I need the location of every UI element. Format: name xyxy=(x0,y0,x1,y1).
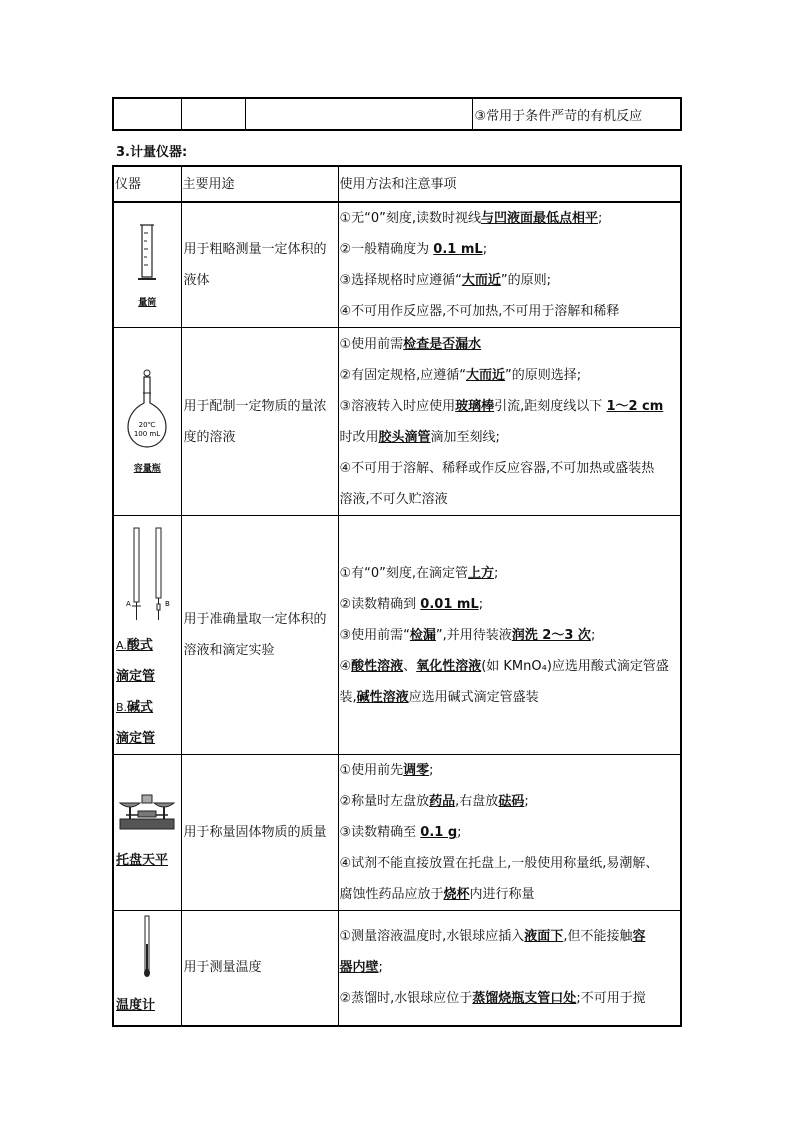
instrument-caption: 容量瓶 xyxy=(133,463,161,474)
note-text: ④不可用于溶解、稀释或作反应容器,不可加热或盛装热 xyxy=(339,460,655,476)
note-text: ; xyxy=(378,960,383,976)
note-text: ②蒸馏时,水银球应位于 xyxy=(339,991,473,1007)
note-line xyxy=(340,921,680,952)
note-text: ; xyxy=(494,565,499,581)
note-keyword: 碱性溶液 xyxy=(356,689,409,705)
note-text: ”的原则; xyxy=(500,273,552,288)
note-line xyxy=(340,620,680,651)
instrument-caption: 量筒 xyxy=(138,298,157,308)
note-line xyxy=(340,755,680,786)
instrument-cell xyxy=(113,328,181,516)
instrument-cell xyxy=(113,755,181,911)
note-line xyxy=(340,391,680,422)
header-row xyxy=(113,166,681,202)
note-text: 溶液,不可久贮溶液 xyxy=(339,491,448,507)
notes-cell xyxy=(338,202,681,328)
note-keyword: 0.1 g xyxy=(420,825,458,840)
header-notes: 使用方法和注意事项 xyxy=(338,166,681,202)
note-text: 应选用碱式滴定管盛装 xyxy=(408,689,539,705)
note-text: 内进行称量 xyxy=(469,887,535,902)
note-keyword: 0.1 mL xyxy=(433,242,483,257)
note-keyword: 酸性溶液 xyxy=(351,658,404,674)
section-title: 3.计量仪器: xyxy=(116,145,188,160)
note-keyword: 检漏 xyxy=(409,627,436,643)
note-text: ④ xyxy=(339,658,352,674)
caption-a-prefix: A. xyxy=(116,639,127,652)
table-row xyxy=(113,755,681,911)
note-line xyxy=(340,422,680,453)
volumetric-flask-icon xyxy=(122,369,172,451)
note-line xyxy=(340,651,680,682)
caption-b-line1: 碱式 xyxy=(127,700,154,715)
note-keyword: 1～2 cm xyxy=(606,398,664,414)
note-text: ; xyxy=(457,825,462,840)
note-text: ④试剂不能直接放置在托盘上,一般使用称量纸,易潮解、 xyxy=(339,856,659,871)
note-text: ,但不能接触 xyxy=(563,929,633,945)
use-cell: 用于粗略测量一定体积的液体 xyxy=(181,202,338,328)
caption-b-line2: 滴定管 xyxy=(116,731,156,746)
notes-cell xyxy=(338,911,681,1026)
note-text: ①无“0”刻度,读数时视线 xyxy=(339,211,482,226)
note-line xyxy=(340,817,680,848)
note-text: ,右盘放 xyxy=(455,794,499,809)
note-text: 腐蚀性药品应放于 xyxy=(339,887,444,902)
note-keyword: 液面下 xyxy=(524,929,564,945)
note-keyword: 大而近 xyxy=(461,273,501,288)
note-line xyxy=(340,879,680,910)
note-line xyxy=(340,453,680,484)
note-text: 装, xyxy=(339,689,357,705)
note-text: ; xyxy=(478,596,484,612)
note-keyword: 检查是否漏水 xyxy=(403,336,482,352)
notes-cell xyxy=(338,516,681,755)
note-keyword: 烧杯 xyxy=(443,887,470,902)
note-text: 时改用 xyxy=(339,429,379,445)
note-keyword: 与凹液面最低点相平 xyxy=(481,211,599,226)
note-text: ; xyxy=(598,211,603,226)
use-cell: 用于称量固体物质的质量 xyxy=(181,755,338,911)
top-cell-2 xyxy=(181,98,245,130)
note-keyword: 蒸馏烧瓶支管口处 xyxy=(472,991,577,1007)
caption-a-line1: 酸式 xyxy=(126,638,153,653)
balance-icon xyxy=(116,789,178,833)
note-text: ; xyxy=(429,763,434,778)
top-cell-4: ③常用于条件严苛的有机反应 xyxy=(472,98,681,130)
instrument-cell xyxy=(113,911,181,1026)
note-line xyxy=(340,296,680,327)
use-cell: 用于配制一定物质的量浓度的溶液 xyxy=(181,328,338,516)
flask-label-volume: 100 mL xyxy=(134,429,161,438)
notes-cell xyxy=(338,328,681,516)
note-text: ;不可用于搅 xyxy=(576,991,646,1007)
previous-table-tail xyxy=(112,97,682,131)
note-keyword: 上方 xyxy=(468,565,495,581)
use-cell: 用于准确量取一定体积的溶液和滴定实验 xyxy=(181,516,338,755)
note-line xyxy=(340,589,680,620)
note-text: ; xyxy=(590,627,596,643)
note-keyword: 调零 xyxy=(403,763,430,778)
label-a: A xyxy=(126,600,132,608)
note-text: ①有“0”刻度,在滴定管 xyxy=(339,565,469,581)
instrument-caption: 温度计 xyxy=(116,998,156,1014)
note-text: ①测量溶液温度时,水银球应插入 xyxy=(339,929,525,945)
table-row xyxy=(113,516,681,755)
note-text: ”的原则选择; xyxy=(505,367,582,383)
note-line xyxy=(340,558,680,589)
note-keyword: 容 xyxy=(632,929,646,945)
note-text: 引流,距刻度线以下 xyxy=(494,398,607,414)
notes-cell xyxy=(338,755,681,911)
note-keyword: 器内壁 xyxy=(339,960,379,976)
note-text: 、 xyxy=(403,658,417,674)
note-line xyxy=(340,682,680,713)
note-keyword: 砝码 xyxy=(498,794,525,809)
table-row xyxy=(113,202,681,328)
note-line xyxy=(340,203,680,234)
graduated-cylinder-icon xyxy=(132,221,162,285)
note-text: ③读数精确至 xyxy=(339,825,421,840)
note-text: ②一般精确度为 xyxy=(339,242,434,257)
note-text: 滴加至刻线; xyxy=(430,429,500,445)
flask-label-temp: 20℃ xyxy=(138,420,156,429)
thermometer-icon xyxy=(137,914,157,978)
label-b: B xyxy=(165,600,171,608)
measuring-instruments-table xyxy=(112,165,682,1027)
instrument-cell xyxy=(113,202,181,328)
caption-a-line2: 滴定管 xyxy=(116,669,156,684)
note-keyword: 玻璃棒 xyxy=(455,398,495,414)
instrument-caption xyxy=(114,630,181,754)
table-row xyxy=(113,328,681,516)
note-line xyxy=(340,360,680,391)
note-text: ③使用前需“ xyxy=(339,627,410,643)
note-text: ④不可用作反应器,不可加热,不可用于溶解和稀释 xyxy=(339,304,620,319)
note-text: ①使用前需 xyxy=(339,336,404,352)
note-text: ③选择规格时应遵循“ xyxy=(339,273,462,288)
note-text: ”,并用待装液 xyxy=(435,627,512,643)
note-text: ②有固定规格,应遵循“ xyxy=(339,367,467,383)
note-line xyxy=(340,329,680,360)
note-keyword: 氧化性溶液 xyxy=(416,658,482,674)
note-line xyxy=(340,234,680,265)
note-line xyxy=(340,786,680,817)
instrument-cell xyxy=(113,516,181,755)
note-text: ; xyxy=(524,794,529,809)
top-cell-3 xyxy=(245,98,472,130)
note-line xyxy=(340,265,680,296)
note-keyword: 大而近 xyxy=(466,367,506,383)
note-keyword: 胶头滴管 xyxy=(378,429,431,445)
instrument-caption: 托盘天平 xyxy=(116,853,169,868)
note-text: ③溶液转入时应使用 xyxy=(339,398,456,414)
note-keyword: 润洗 2～3 次 xyxy=(511,627,591,643)
note-keyword: 药品 xyxy=(429,794,456,809)
note-text: ①使用前先 xyxy=(339,763,404,778)
table-row xyxy=(113,911,681,1026)
note-text: (如 KMnO₄)应选用酸式滴定管盛 xyxy=(481,658,669,674)
note-line xyxy=(340,952,680,983)
use-cell: 用于测量温度 xyxy=(181,911,338,1026)
note-line xyxy=(340,848,680,879)
burettes-icon xyxy=(117,526,177,622)
header-instrument: 仪器 xyxy=(113,166,181,202)
header-use: 主要用途 xyxy=(181,166,338,202)
top-cell-1 xyxy=(113,98,181,130)
note-text: ②读数精确到 xyxy=(339,596,421,612)
note-text: ; xyxy=(482,242,488,257)
note-line xyxy=(340,983,680,1014)
note-keyword: 0.01 mL xyxy=(420,596,479,612)
caption-b-prefix: B. xyxy=(116,701,128,714)
note-line xyxy=(340,484,680,515)
note-text: ②称量时左盘放 xyxy=(339,794,430,809)
